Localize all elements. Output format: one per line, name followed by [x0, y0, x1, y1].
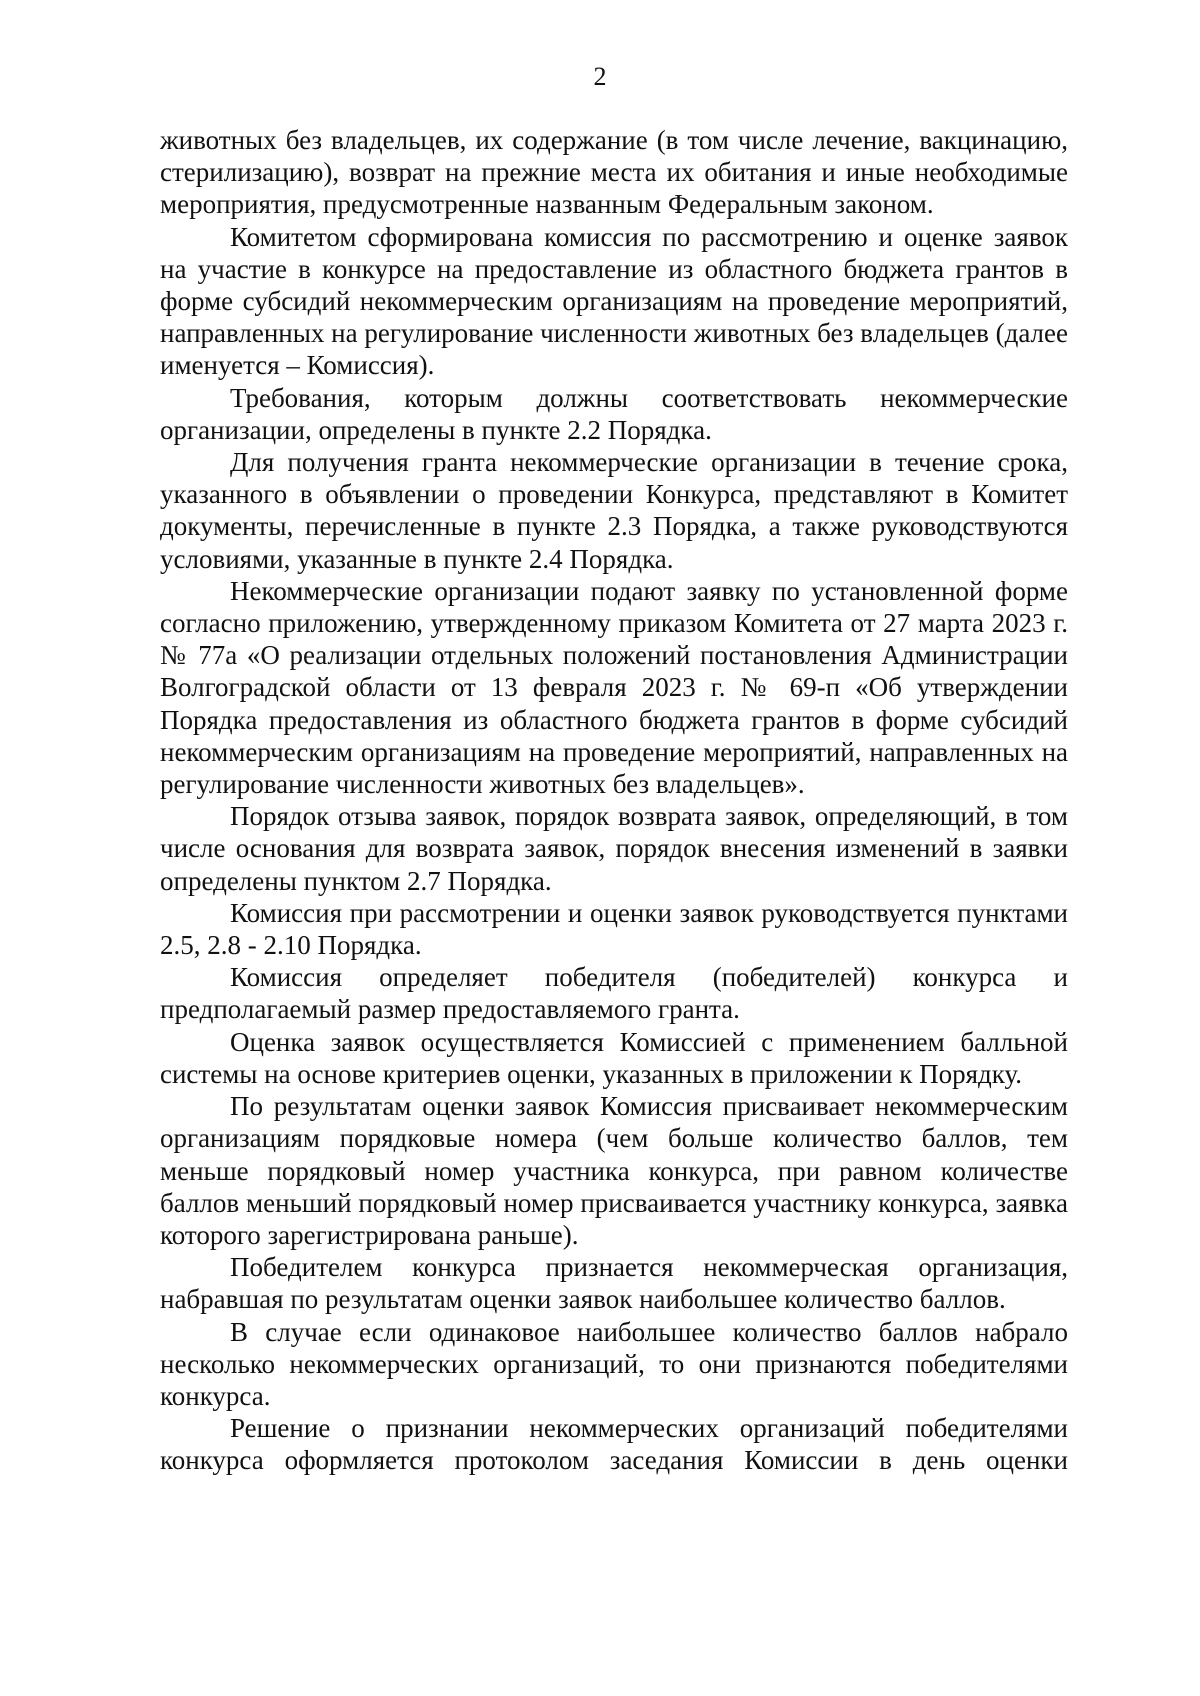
paragraph-commission-review: Комиссия при рассмотрении и оценки заявок руководствуется пунктами 2.5, 2.8 - 2.10 Порядка.	[160, 897, 1068, 961]
paragraph-decision-protocol: Решение о признании некоммерческих организаций победителями конкурса оформляется протоколом заседания Комиссии в день оценки	[160, 1413, 1068, 1476]
paragraph-tied-scores: В случае если одинаковое наибольшее количество баллов набрало несколько некоммерческих организаций, то они признаются победителями конкурса.	[160, 1316, 1068, 1411]
paragraph-winner-determination: Комиссия определяет победителя (победителей) конкурса и предполагаемый размер предоставляемого гранта.	[160, 962, 1068, 1025]
paragraph-requirements: Требования, которым должны соответствовать некоммерческие организации, определены в пункте 2.2 Порядка.	[160, 382, 1068, 445]
paragraph-withdrawal-order: Порядок отзыва заявок, порядок возврата заявок, определяющий, в том числе основания для возврата заявок, порядок внесения изменений в заявки определены пунктом 2.7 Порядка.	[160, 801, 1068, 896]
paragraph-winner-definition: Победителем конкурса признается некоммерческая организация, набравшая по результатам оценки заявок наибольшее количество баллов.	[160, 1252, 1068, 1315]
paragraph-scoring-system: Оценка заявок осуществляется Комиссией с применением балльной системы на основе критериев оценки, указанных в приложении к Порядку.	[160, 1026, 1068, 1089]
paragraph-commission-formed: Комитетом сформирована комиссия по рассмотрению и оценке заявок на участие в конкурсе на предоставление из областного бюджета грантов в форме субсидий некоммерческим организациям на проведение мероприятий, направленных на регулирование численности животных без владельцев (далее именуется – Комиссия).	[160, 221, 1068, 381]
paragraph-continuation: животных без владельцев, их содержание (в том числе лечение, вакцинацию, стерилизацию), возврат на прежние места их обитания и иные необходимые мероприятия, предусмотренные названным Федеральным законом.	[160, 125, 1068, 220]
document-body	[160, 124, 1068, 1477]
paragraph-application-form: Некоммерческие организации подают заявку по установленной форме согласно приложению, утвержденному приказом Комитета от 27 марта 2023 г. № 77а «О реализации отдельных положений постановления Администрации Волгоградской области от 13 февраля 2023 г. № 69-п «Об утверждении Порядка предоставления из областного бюджета грантов в форме субсидий некоммерческим организациям на проведение мероприятий, направленных на регулирование численности животных без владельцев».	[160, 575, 1068, 800]
paragraph-grant-documents: Для получения гранта некоммерческие организации в течение срока, указанного в объявлении о проведении Конкурса, представляют в Комитет документы, перечисленные в пункте 2.3 Порядка, а также руководствуются условиями, указанные в пункте 2.4 Порядка.	[160, 447, 1068, 574]
page-number: 2	[593, 62, 607, 91]
paragraph-ranking: По результатам оценки заявок Комиссия присваивает некоммерческим организациям порядковые номера (чем больше количество баллов, тем меньше порядковый номер участника конкурса, при равном количестве баллов меньший порядковый номер присваивается участнику конкурса, заявка которого зарегистрирована раньше).	[160, 1091, 1068, 1250]
